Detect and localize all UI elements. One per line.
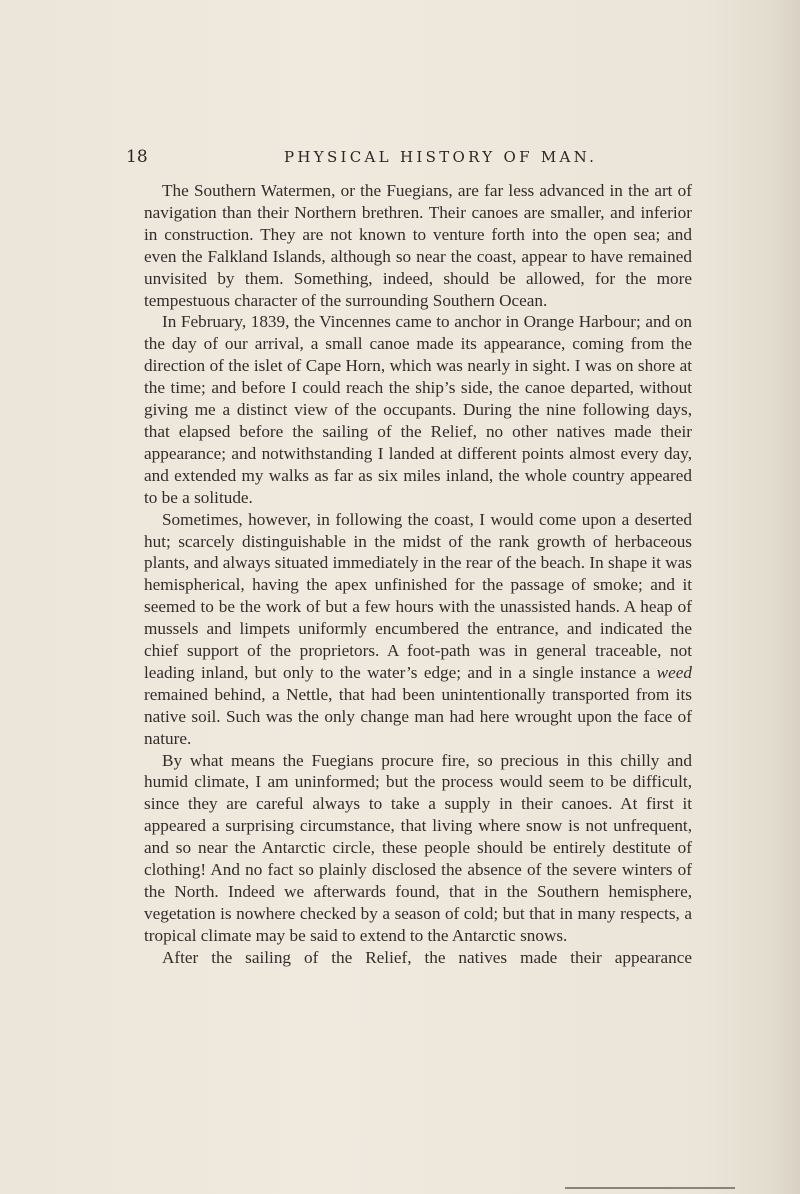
emphasized-word: weed xyxy=(656,662,692,682)
paragraph-watermen: The Southern Watermen, or the Fuegians, are far less advanced in the art of navigation than their Northern brethren. Their canoes are smaller, and inferior in construction. They are not known to venture forth into the open sea; and even the Falkland Islands, although so near the coast, appear to have remained unvisited by them. Something, indeed, should be allowed, for the more tempestuous character of the surrounding Southern Ocean. xyxy=(144,181,692,310)
body-text xyxy=(144,180,692,969)
paragraph-vincennes: In February, 1839, the Vincennes came to anchor in Orange Harbour; and on the day of our arrival, a small canoe made its appearance, coming from the direction of the islet of Cape Horn, which was nearly in sight. I was on shore at the time; and before I could reach the ship’s side, the canoe departed, without giving me a distinct view of the occupants. During the nine following days, that elapsed before the sailing of the Relief, no other natives made their appearance; and notwithstanding I landed at different points almost every day, and extended my walks as far as six miles inland, the whole country appeared to be a solitude. xyxy=(144,312,692,507)
paragraph-fire: By what means the Fuegians procure fire, so precious in this chilly and humid climate, I am uninformed; but the process would seem to be difficult, since they are careful always to take a supply in their canoes. At first it appeared a surprising circumstance, that living where snow is not unfrequent, and so near the Antarctic circle, these people should be entirely destitute of clothing! And no fact so plainly disclosed the absence of the severe winters of the North. Indeed we afterwards found, that in the Southern hemisphere, vegetation is nowhere checked by a season of cold; but that in many respects, a tropical climate may be said to extend to the Antarctic snows. xyxy=(144,750,692,945)
paragraph-hut-end: remained behind, a Nettle, that had been unintentionally transported from its native soil. Such was the only change man had here wrought upon the face of nature. xyxy=(144,684,692,748)
paragraph-hut-start: Sometimes, however, in following the coast, I would come upon a deserted hut; scarcely distinguishable in the midst of the rank growth of herbaceous plants, and always situated immediately in the rear of the beach. In shape it was hemispherical, having the apex unfinished for the passage of smoke; and it seemed to be the work of but a few hours with the unassisted hands. A heap of mussels and limpets uniformly encumbered the entrance, and indicated the chief support of the proprietors. A foot-path was in general traceable, not leading inland, but only to the water’s edge; and in a single instance a xyxy=(144,509,692,682)
running-head: PHYSICAL HISTORY OF MAN. xyxy=(284,148,598,166)
paragraph-hut xyxy=(144,509,692,750)
page-number: 18 xyxy=(126,147,148,167)
page-edge-mark xyxy=(565,1187,735,1189)
page-header xyxy=(126,147,726,171)
paragraph-relief: After the sailing of the Relief, the natives made their appearance xyxy=(162,947,692,967)
